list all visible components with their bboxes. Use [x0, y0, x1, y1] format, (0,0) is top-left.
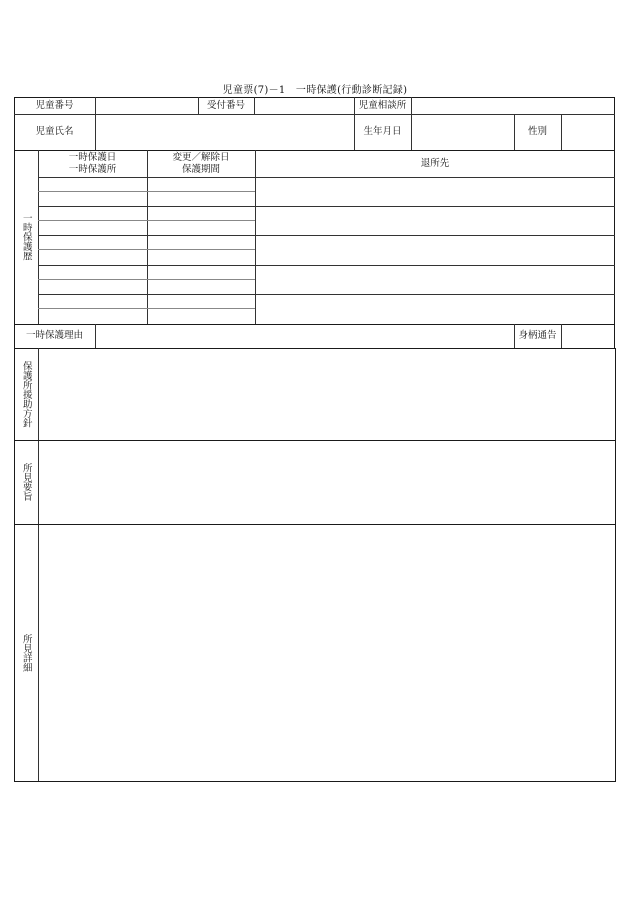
- history-row[interactable]: [38, 177, 615, 206]
- findings-summary-label: 所見要旨: [20, 463, 32, 501]
- history-col2-line2: 保護期間: [181, 163, 220, 175]
- consultation-office-label: 児童相談所: [358, 99, 407, 111]
- history-col2-line1: 変更／解除日: [172, 151, 230, 163]
- receipt-number-label: 受付番号: [206, 99, 245, 111]
- form-title: 児童票(7)－1 一時保護(行動診断記録): [222, 85, 408, 96]
- history-col1-header: [38, 150, 147, 177]
- gender-field[interactable]: [561, 114, 615, 150]
- history-row[interactable]: [38, 294, 615, 324]
- history-col1-line2: 一時保護所: [68, 163, 117, 175]
- consultation-office-field[interactable]: [411, 97, 615, 114]
- findings-detail-label: 所見詳細: [20, 633, 32, 672]
- notice-label: 身柄通告: [518, 330, 557, 342]
- receipt-number-field[interactable]: [254, 97, 354, 114]
- reason-label: 一時保護理由: [25, 330, 83, 342]
- child-number-label: 児童番号: [35, 99, 74, 111]
- history-label: 一時保護歴: [20, 213, 32, 261]
- history-col3-header: 退所先: [420, 157, 450, 169]
- support-policy-field[interactable]: [38, 348, 615, 440]
- child-number-field[interactable]: [95, 97, 198, 114]
- child-name-field[interactable]: [95, 114, 354, 150]
- history-row[interactable]: [38, 235, 615, 265]
- support-policy-label: 保護所援助方針: [20, 360, 32, 428]
- child-name-label: 児童氏名: [35, 126, 74, 138]
- history-col1-line1: 一時保護日: [68, 151, 117, 163]
- birth-date-field[interactable]: [411, 114, 514, 150]
- gender-label: 性別: [527, 126, 547, 138]
- birth-date-label: 生年月日: [363, 126, 402, 138]
- history-col2-header: [147, 150, 255, 177]
- history-row[interactable]: [38, 265, 615, 294]
- reason-field[interactable]: [95, 324, 514, 348]
- findings-detail-field[interactable]: [38, 524, 615, 781]
- notice-field[interactable]: [561, 324, 615, 348]
- findings-summary-field[interactable]: [38, 440, 615, 524]
- history-row[interactable]: [38, 206, 615, 235]
